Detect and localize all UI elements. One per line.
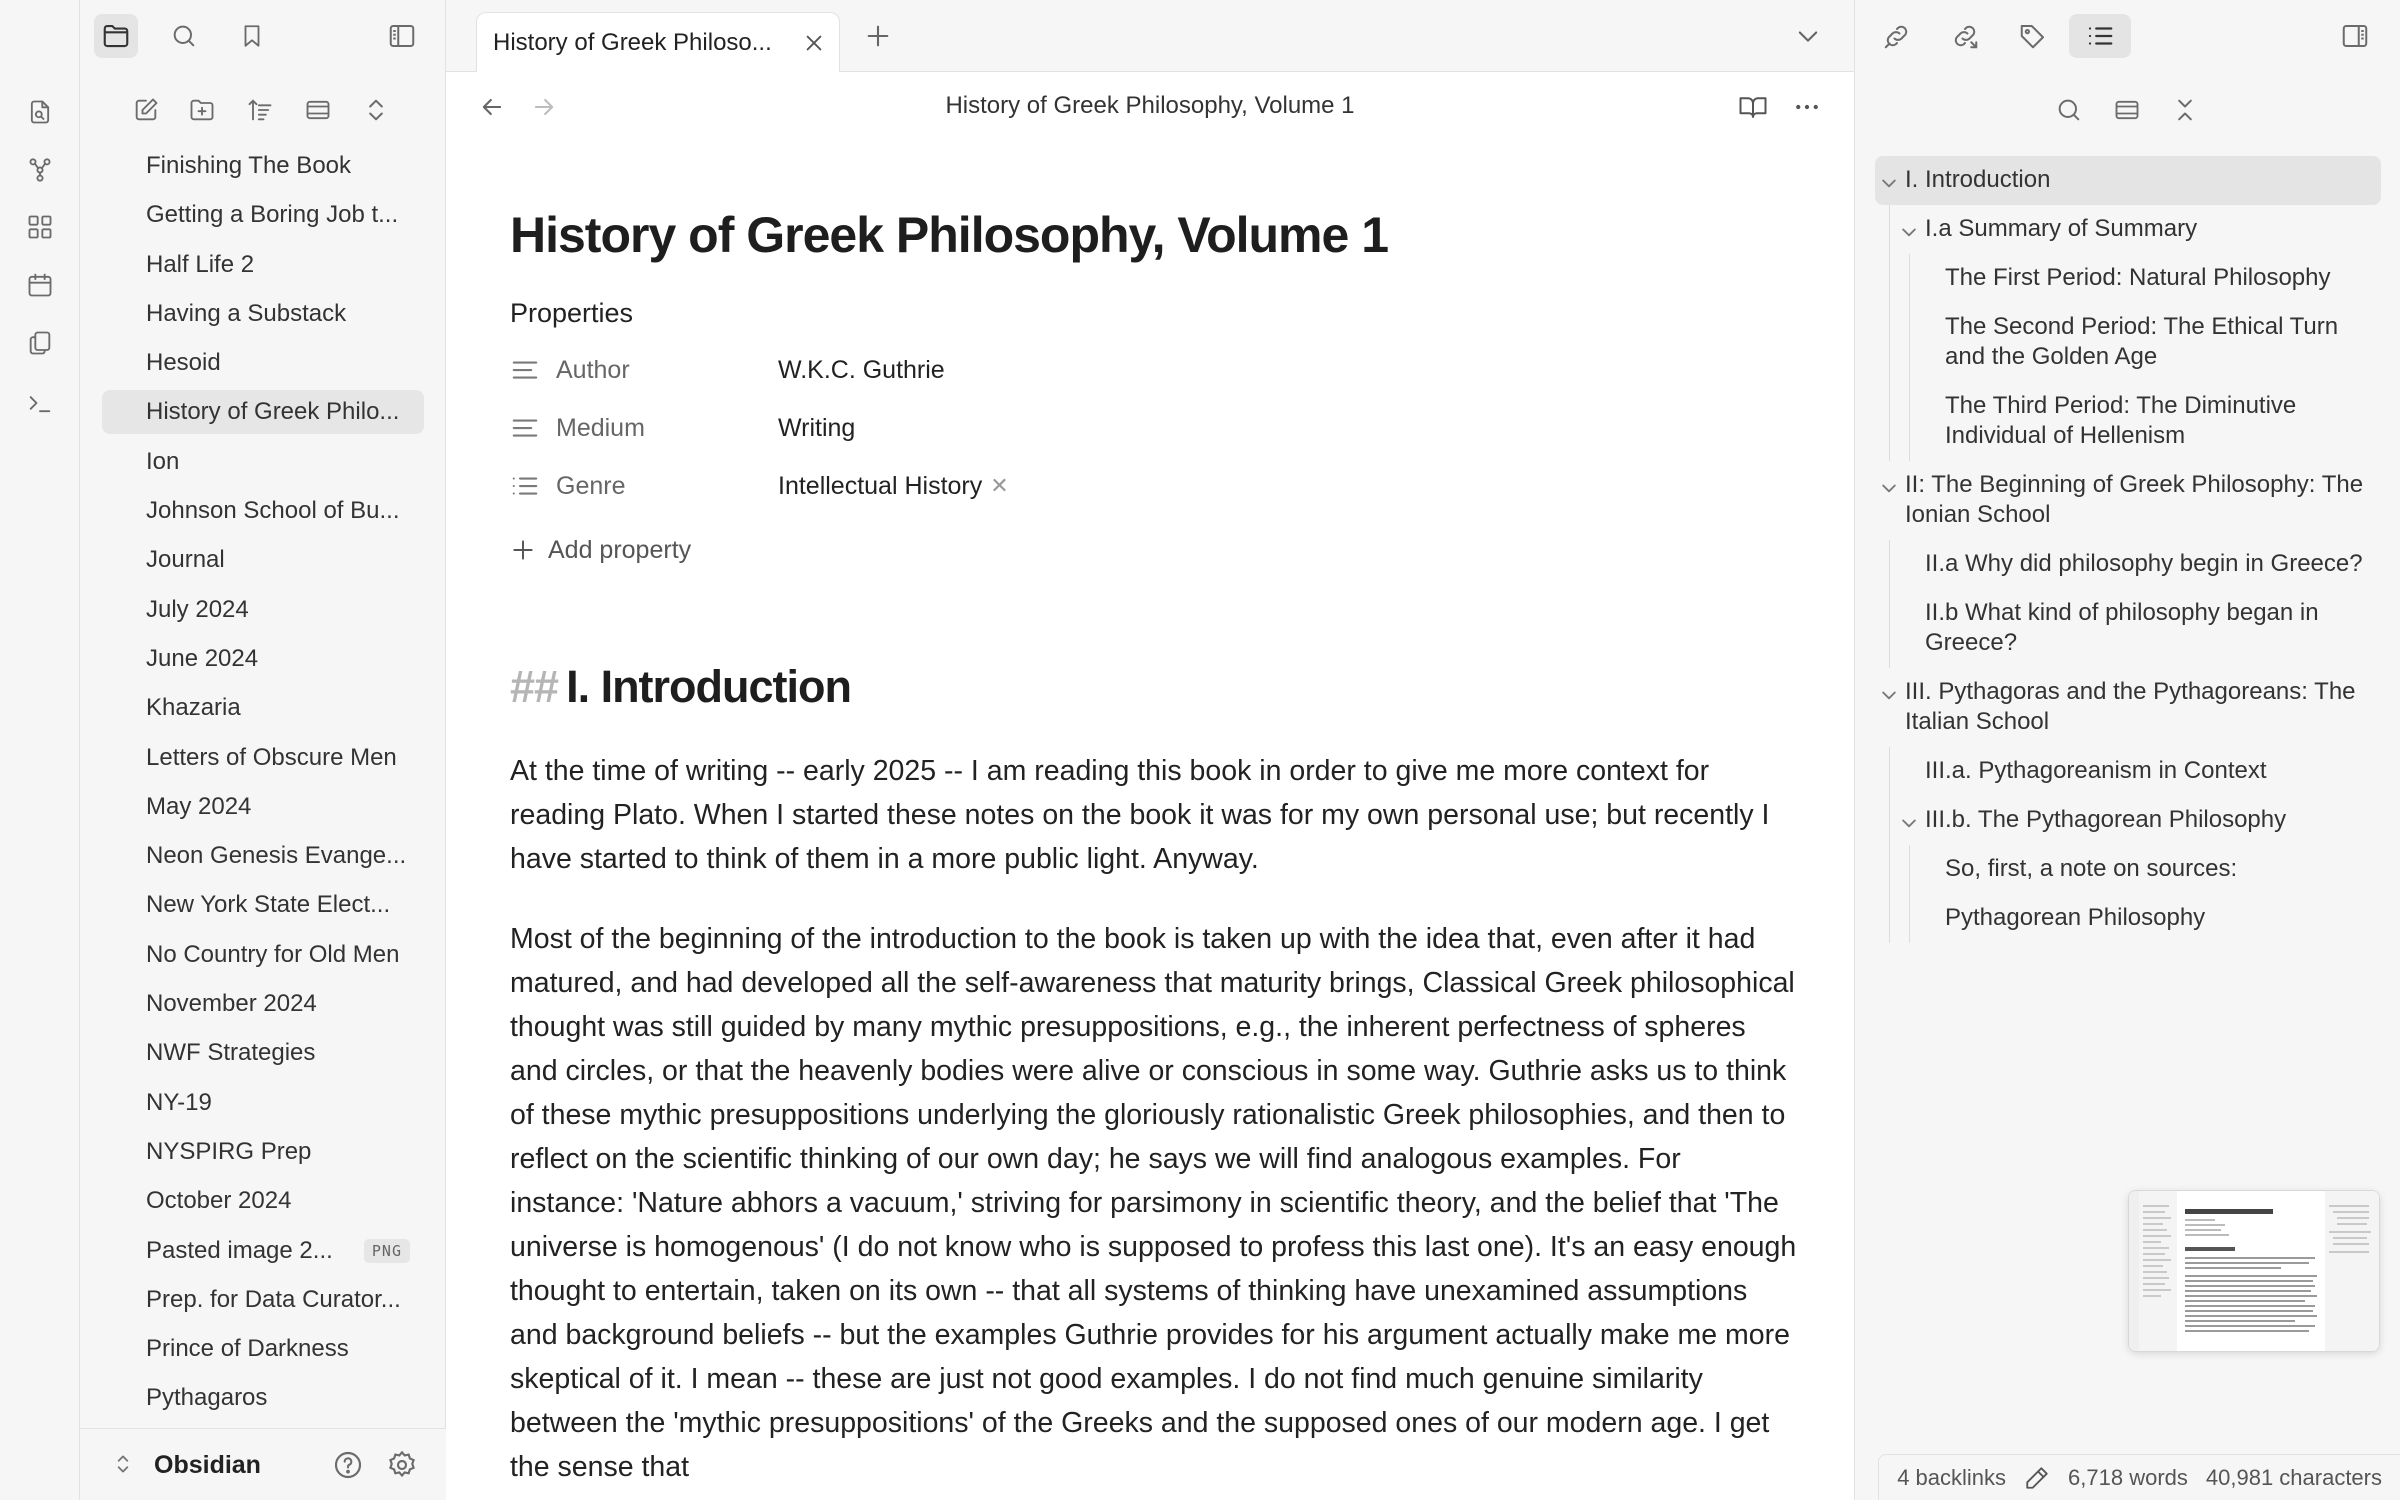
main-editor <box>446 0 1854 1500</box>
open-quick-switcher-icon[interactable] <box>20 92 60 132</box>
tab-active-note[interactable] <box>476 12 840 72</box>
outline-tree <box>1875 156 2381 943</box>
outgoing-links-icon <box>1950 21 1980 51</box>
file-name: History of Greek Philo... <box>146 398 400 426</box>
outline-item-text[interactable]: Pythagorean Philosophy <box>1945 904 2206 931</box>
settings-gear-icon[interactable] <box>386 1449 418 1481</box>
new-note-button[interactable] <box>126 90 166 130</box>
folder-icon <box>101 21 131 51</box>
outline-item[interactable] <box>1875 894 2381 943</box>
tab-list-chevron-down-icon[interactable] <box>1794 22 1822 50</box>
outline-item[interactable] <box>1875 668 2381 747</box>
text-lines-icon[interactable] <box>510 412 542 444</box>
file-item[interactable] <box>102 144 424 188</box>
property-row <box>510 457 1800 515</box>
property-value-text[interactable]: W.K.C. Guthrie <box>778 355 945 384</box>
chevrons-up-down-icon[interactable] <box>110 1451 136 1477</box>
file-item[interactable] <box>102 1130 424 1174</box>
outline-search-button[interactable] <box>2049 90 2089 130</box>
property-row <box>510 341 1800 399</box>
reading-view-book-icon[interactable] <box>1738 92 1768 122</box>
file-name: May 2024 <box>146 792 252 820</box>
property-key[interactable]: Author <box>556 355 630 384</box>
new-folder-button[interactable] <box>182 90 222 130</box>
backlinks-count[interactable]: 4 backlinks <box>1897 1464 2007 1490</box>
sidebar-toggle-icon <box>2340 21 2370 51</box>
file-item[interactable] <box>102 883 424 927</box>
file-item[interactable] <box>102 243 424 287</box>
outline-item[interactable] <box>1875 205 2381 254</box>
outline-indent-guide <box>1889 540 1890 668</box>
properties-list <box>510 341 1800 515</box>
text-lines-icon[interactable] <box>510 354 542 386</box>
file-item[interactable] <box>102 834 424 878</box>
file-name: Hesoid <box>146 349 221 377</box>
file-name: NWF Strategies <box>146 1039 316 1067</box>
search-icon <box>170 22 198 50</box>
collapse-right-sidebar-button[interactable] <box>2333 14 2377 58</box>
templates-icon[interactable] <box>20 323 60 363</box>
sidebar-toggle-icon <box>387 21 417 51</box>
bookmark-icon <box>239 23 265 49</box>
minimap-thumbnail <box>2129 1191 2380 1352</box>
add-property-button[interactable] <box>510 521 1800 579</box>
graph-view-icon[interactable] <box>20 150 60 190</box>
file-item[interactable] <box>102 736 424 780</box>
outgoing-links-tab-button[interactable] <box>1943 14 1987 58</box>
file-item[interactable] <box>102 686 424 730</box>
section-heading-text[interactable]: I. Introduction <box>566 661 852 712</box>
close-tab-icon[interactable] <box>803 32 825 54</box>
expand-icon <box>2113 96 2141 124</box>
file-name: New York State Elect... <box>146 891 391 919</box>
add-property-label[interactable]: Add property <box>548 535 692 564</box>
file-item[interactable] <box>102 489 424 533</box>
outline-collapse-all-button[interactable] <box>2165 90 2205 130</box>
search-tab-button[interactable] <box>162 14 206 58</box>
property-key[interactable]: Genre <box>556 471 626 500</box>
collapse-left-sidebar-button[interactable] <box>380 14 424 58</box>
file-item[interactable] <box>102 1179 424 1223</box>
file-item[interactable] <box>102 588 424 632</box>
edit-mode-pencil-icon[interactable] <box>2024 1465 2050 1491</box>
outline-item-text[interactable]: II: The Beginning of Greek Philosophy: The Ionian School <box>1905 471 2364 528</box>
word-count: 6,718 words <box>2068 1464 2188 1490</box>
file-item-active[interactable] <box>102 390 424 434</box>
vault-name[interactable]: Obsidian <box>154 1451 261 1479</box>
tab-title[interactable]: History of Greek Philoso... <box>493 28 772 56</box>
chevron-down-icon[interactable] <box>1879 476 1899 496</box>
file-name: Pasted image 2... <box>146 1236 333 1264</box>
outline-indent-guide <box>1889 205 1890 461</box>
file-name: October 2024 <box>146 1187 292 1215</box>
new-tab-icon[interactable] <box>864 22 892 50</box>
outline-indent-guide <box>1889 747 1890 943</box>
file-name: Finishing The Book <box>146 152 352 179</box>
plus-icon <box>510 537 536 563</box>
property-value[interactable] <box>778 472 1009 501</box>
file-name: Journal <box>146 546 225 574</box>
outline-item[interactable] <box>1875 303 2381 382</box>
outline-item-text[interactable]: III.a. Pythagoreanism in Context <box>1925 757 2267 784</box>
file-item[interactable] <box>102 1327 424 1371</box>
tab-bar <box>446 0 1854 72</box>
ribbon <box>0 0 80 1500</box>
vault-switcher[interactable] <box>80 1428 446 1500</box>
outline-item-text[interactable]: The Second Period: The Ethical Turn and the Golden Age <box>1945 313 2339 370</box>
outline-item-text[interactable]: II.a Why did philosophy begin in Greece? <box>1925 550 2363 577</box>
outline-item[interactable] <box>1875 254 2381 303</box>
outline-item[interactable] <box>1875 156 2381 205</box>
file-item[interactable] <box>102 440 424 484</box>
outline-item[interactable] <box>1875 540 2381 589</box>
outline-item-text[interactable]: III.b. The Pythagorean Philosophy <box>1925 806 2287 833</box>
note-content[interactable] <box>510 142 1800 1489</box>
file-name: Half Life 2 <box>146 250 255 278</box>
file-item[interactable] <box>102 1376 424 1420</box>
outline-tab-button[interactable] <box>2069 14 2131 58</box>
file-name: Prince of Darkness <box>146 1335 349 1363</box>
file-list <box>102 144 424 1426</box>
file-name: Pythagaros <box>146 1384 268 1412</box>
note-title[interactable]: History of Greek Philosophy, Volume 1 <box>510 207 1389 263</box>
canvas-icon[interactable] <box>20 207 60 247</box>
reveal-file-icon <box>304 96 332 124</box>
status-bar <box>1878 1454 2400 1500</box>
file-item[interactable] <box>102 1229 424 1273</box>
file-item[interactable] <box>102 292 424 336</box>
backlinks-tab-button[interactable] <box>1875 14 1919 58</box>
backlinks-icon <box>1882 21 1912 51</box>
file-item[interactable] <box>102 982 424 1026</box>
outline-item-text[interactable]: The Third Period: The Diminutive Individual of Hellenism <box>1945 392 2297 449</box>
paragraph[interactable]: At the time of writing -- early 2025 -- I am reading this book in order to give me more context for reading Plato. When I started these notes on the book it was for my own personal use; but recently I have started to think of them in a more public light. Anyway. <box>510 755 1770 875</box>
property-key[interactable]: Medium <box>556 413 645 442</box>
remove-value-icon[interactable]: ✕ <box>990 473 1009 498</box>
sort-order-button[interactable] <box>240 90 280 130</box>
properties-heading[interactable]: Properties <box>510 298 634 328</box>
command-palette-icon[interactable] <box>20 383 60 423</box>
file-name: Neon Genesis Evange... <box>146 842 407 870</box>
outline-item[interactable] <box>1875 845 2381 894</box>
outline-item-text[interactable]: So, first, a note on sources: <box>1945 855 2238 882</box>
chevron-down-icon[interactable] <box>1899 220 1919 240</box>
bookmarks-tab-button[interactable] <box>230 14 274 58</box>
file-name: Prep. for Data Curator... <box>146 1285 401 1313</box>
tags-icon <box>2018 21 2048 51</box>
character-count: 40,981 characters <box>2205 1464 2382 1490</box>
paragraph[interactable]: Most of the beginning of the introduction to the book is taken up with the idea that, even after it had matured, and had developed all the self-awareness that maturity brings, Classical Greek philosophical thought was still guided by many mythic presuppositions, e.g., the inherent perfectness of spheres and circles, or that the heavenly bodies were alive or conscious in some way. Guthrie asks us to think of these mythic presuppositions underlying the gloriously rationalistic Greek philosophies, and then to reflect on the scientific thinking of our own day; he says we will find analogous examples. For instance: 'Nature abhors a vacuum,' striving for parsimony in scientific theory, and the belief that 'The universe is homogenous' (I do not know who is supposed to profess this last one). It's an easy enough thought to entertain, taken on its own -- that all systems of thinking have unexamined assumptions and background beliefs -- but the examples Guthrie provides for his argument actually make me more skeptical of it. I mean -- these are just not good examples. I do not find much genuine similarity between the 'mythic presuppositions' of the Greeks and the supposed ones of our modern age. I get the sense that <box>510 923 1797 1483</box>
chevron-down-icon[interactable] <box>1879 683 1899 703</box>
minimap-preview[interactable] <box>2128 1190 2380 1352</box>
outline-item-text[interactable]: II.b What kind of philosophy began in Greece? <box>1925 599 2319 656</box>
section-heading[interactable] <box>510 661 1800 713</box>
outline-item[interactable] <box>1875 461 2381 540</box>
outline-item-text[interactable]: The First Period: Natural Philosophy <box>1945 264 2331 291</box>
property-value[interactable] <box>778 414 855 443</box>
collapse-all-button[interactable] <box>356 90 396 130</box>
file-item[interactable] <box>102 1081 424 1125</box>
chevron-down-icon[interactable] <box>1879 171 1899 191</box>
chevrons-up-down-icon <box>362 96 390 124</box>
file-name: Letters of Obscure Men <box>146 743 397 771</box>
file-name: Having a Substack <box>146 299 347 327</box>
file-name: Khazaria <box>146 694 241 722</box>
file-name: Ion <box>146 447 180 475</box>
file-name: Getting a Boring Job t... <box>146 201 399 229</box>
file-name: November 2024 <box>146 990 317 1018</box>
file-extension-badge: PNG <box>364 1239 410 1263</box>
outline-indent-guide <box>1909 845 1910 943</box>
left-sidebar <box>80 0 446 1500</box>
outline-item[interactable] <box>1875 382 2381 461</box>
file-name: No Country for Old Men <box>146 940 400 968</box>
outline-item-text[interactable]: III. Pythagoras and the Pythagoreans: The Italian School <box>1905 678 2356 735</box>
outline-list-icon <box>2085 21 2115 51</box>
view-header <box>446 72 1854 142</box>
file-name: NYSPIRG Prep <box>146 1137 312 1165</box>
outline-item[interactable] <box>1875 747 2381 796</box>
file-item[interactable] <box>102 341 424 385</box>
list-icon[interactable] <box>510 470 542 502</box>
more-options-icon[interactable] <box>1792 92 1822 122</box>
property-value[interactable] <box>778 356 945 385</box>
file-item[interactable] <box>102 933 424 977</box>
file-item[interactable] <box>102 538 424 582</box>
daily-note-calendar-icon[interactable] <box>20 265 60 305</box>
file-item[interactable] <box>102 785 424 829</box>
view-header-title[interactable]: History of Greek Philosophy, Volume 1 <box>945 92 1355 119</box>
outline-item[interactable] <box>1875 589 2381 668</box>
file-name: Johnson School of Bu... <box>146 497 400 525</box>
property-row <box>510 399 1800 457</box>
outline-item[interactable] <box>1875 796 2381 845</box>
file-name: July 2024 <box>146 595 249 623</box>
chevron-down-icon[interactable] <box>1899 811 1919 831</box>
file-name: NY-19 <box>146 1088 212 1116</box>
file-item[interactable] <box>102 637 424 681</box>
heading-markdown-hashes: ## <box>510 661 559 712</box>
new-folder-icon <box>188 96 216 124</box>
file-item[interactable] <box>102 193 424 237</box>
help-icon[interactable] <box>332 1449 364 1481</box>
outline-item-text[interactable]: I.a Summary of Summary <box>1925 215 2198 242</box>
sort-icon <box>246 96 274 124</box>
outline-indent-guide <box>1909 254 1910 461</box>
file-item[interactable] <box>102 1278 424 1322</box>
file-name: June 2024 <box>146 644 259 672</box>
chevrons-collapse-icon <box>2171 96 2199 124</box>
outline-item-text[interactable]: I. Introduction <box>1905 166 2051 193</box>
property-value-text[interactable]: Intellectual History <box>778 471 983 500</box>
auto-reveal-button[interactable] <box>298 90 338 130</box>
search-icon <box>2055 96 2083 124</box>
tags-tab-button[interactable] <box>2011 14 2055 58</box>
files-tab-button[interactable] <box>94 14 138 58</box>
outline-auto-expand-button[interactable] <box>2107 90 2147 130</box>
property-value-text[interactable]: Writing <box>778 413 856 442</box>
new-note-icon <box>132 96 160 124</box>
file-item[interactable] <box>102 1031 424 1075</box>
